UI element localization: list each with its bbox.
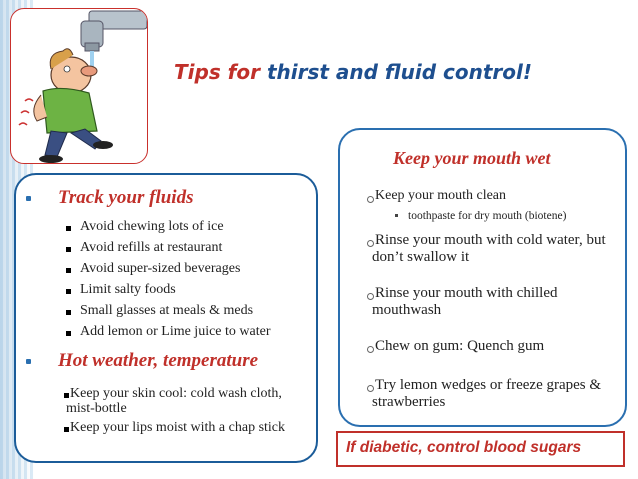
hot-item-1-line1: Keep your skin cool: cold wash cloth, bbox=[70, 386, 282, 401]
title-part1: Tips for bbox=[174, 60, 267, 84]
man-drinking-from-faucet-illustration bbox=[11, 9, 147, 163]
mouth-item-bullet bbox=[367, 240, 374, 247]
mouth-item-4: Chew on gum: Quench gum bbox=[375, 338, 545, 354]
faucet-illustration-frame bbox=[10, 8, 148, 164]
hot-item-2-line1: Keep your lips moist with a chap stick bbox=[70, 420, 286, 435]
track-item-bullet bbox=[66, 331, 71, 336]
track-item-bullet bbox=[66, 310, 71, 315]
track-item-2: Avoid refills at restaurant bbox=[80, 240, 223, 255]
mouth-item-bullet bbox=[367, 346, 374, 353]
hot-item-bullet bbox=[64, 427, 69, 432]
title-part2: thirst and fluid control! bbox=[266, 60, 533, 84]
mouth-item-1: Keep your mouth clean bbox=[375, 188, 507, 203]
mouth-item-2-line1: Rinse your mouth with cold water, but bbox=[375, 232, 606, 248]
track-item-5: Small glasses at meals & meds bbox=[80, 303, 254, 318]
hot-heading-bullet bbox=[26, 359, 31, 364]
track-heading-bullet bbox=[26, 196, 31, 201]
track-item-3: Avoid super-sized beverages bbox=[80, 261, 241, 276]
hot-item-bullet bbox=[64, 393, 69, 398]
page-title bbox=[174, 60, 532, 84]
track-item-bullet bbox=[66, 247, 71, 252]
mouth-item-bullet bbox=[367, 293, 374, 300]
hot-weather-heading: Hot weather, temperature bbox=[58, 350, 259, 371]
track-fluids-heading: Track your fluids bbox=[58, 187, 194, 208]
track-item-bullet bbox=[66, 226, 71, 231]
mouth-item-5-line2: strawberries bbox=[372, 394, 446, 410]
track-item-4: Limit salty foods bbox=[80, 282, 176, 297]
mouth-subitem-1: toothpaste for dry mouth (biotene) bbox=[408, 210, 567, 222]
mouth-subitem-bullet bbox=[395, 214, 398, 217]
track-item-6: Add lemon or Lime juice to water bbox=[80, 324, 271, 339]
track-item-bullet bbox=[66, 289, 71, 294]
mouth-item-bullet bbox=[367, 385, 374, 392]
mouth-item-3-line1: Rinse your mouth with chilled bbox=[375, 285, 558, 301]
track-item-1: Avoid chewing lots of ice bbox=[80, 219, 224, 234]
mouth-item-5-line1: Try lemon wedges or freeze grapes & bbox=[375, 377, 602, 393]
diabetic-callout bbox=[336, 431, 625, 467]
keep-mouth-wet-heading: Keep your mouth wet bbox=[393, 148, 551, 168]
mouth-item-2-line2: don’t swallow it bbox=[372, 249, 470, 265]
track-item-bullet bbox=[66, 268, 71, 273]
mouth-item-bullet bbox=[367, 196, 374, 203]
mouth-item-3-line2: mouthwash bbox=[372, 302, 442, 318]
hot-item-1-line2: mist-bottle bbox=[66, 401, 127, 416]
diabetic-text: If diabetic, control blood sugars bbox=[346, 439, 582, 456]
